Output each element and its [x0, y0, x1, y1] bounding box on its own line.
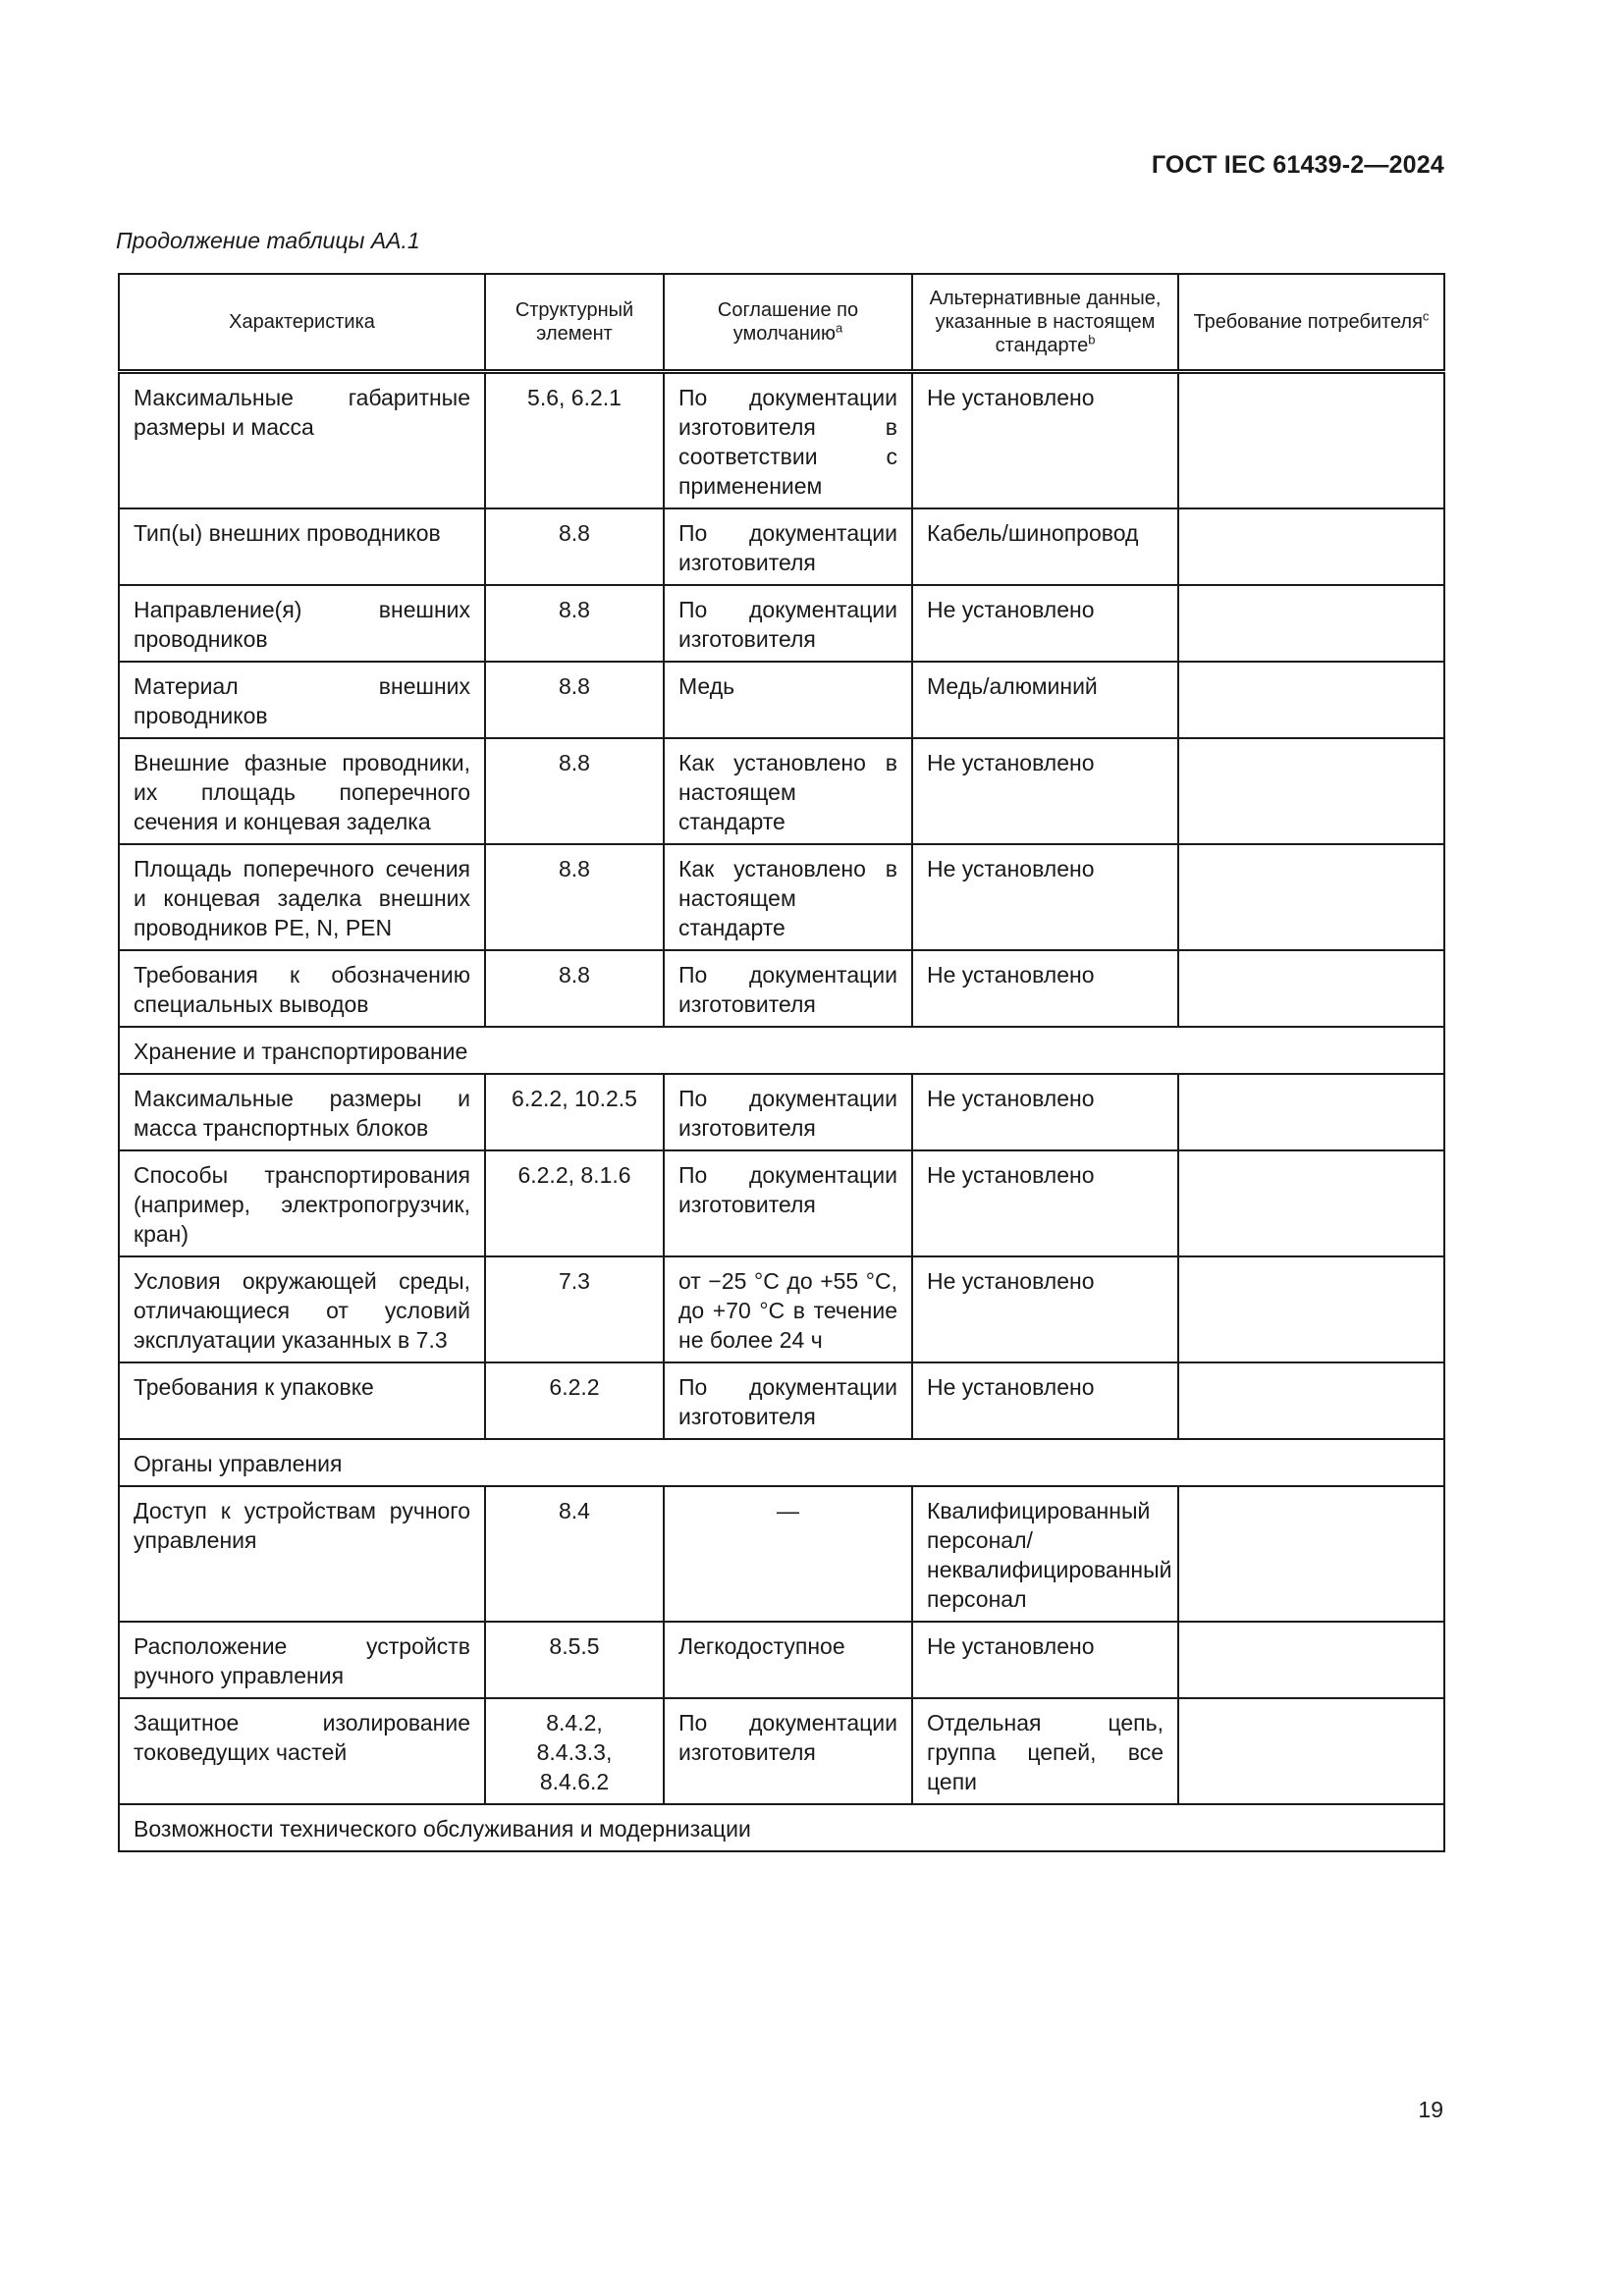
cell-user-requirement[interactable] — [1178, 844, 1444, 950]
table-row — [119, 585, 1444, 662]
column-header-characteristic — [119, 274, 485, 372]
section-row-maintenance — [119, 1804, 1444, 1851]
cell-alternative: Не установлено — [912, 844, 1178, 950]
column-header-alternative — [912, 274, 1178, 372]
cell-alternative: Не установлено — [912, 950, 1178, 1027]
column-header-label: Соглашение по умолчанию — [717, 299, 859, 345]
section-row-storage — [119, 1027, 1444, 1074]
column-header-label: Структурный элемент — [514, 299, 634, 345]
cell-characteristic: Площадь поперечного сечения и концевая заделка внешних проводников PE, N, PEN — [119, 844, 485, 950]
cell-user-requirement[interactable] — [1178, 950, 1444, 1027]
cell-characteristic: Требования к упаковке — [119, 1362, 485, 1439]
cell-user-requirement[interactable] — [1178, 1698, 1444, 1804]
requirements-table — [118, 273, 1445, 1852]
cell-characteristic: Внешние фазные проводники, их площадь поперечного сечения и концевая заделка — [119, 738, 485, 844]
page-number: 19 — [1418, 2097, 1443, 2122]
column-header-clause — [485, 274, 664, 372]
cell-clause: 8.8 — [485, 585, 664, 662]
cell-user-requirement[interactable] — [1178, 1256, 1444, 1362]
cell-default: По документации изготовителя — [664, 1698, 912, 1804]
cell-user-requirement[interactable] — [1178, 508, 1444, 585]
footnote-marker: a — [835, 320, 843, 336]
cell-clause: 8.8 — [485, 950, 664, 1027]
cell-alternative: Не установлено — [912, 1256, 1178, 1362]
section-heading: Возможности технического обслуживания и модернизации — [119, 1804, 1444, 1851]
cell-user-requirement[interactable] — [1178, 662, 1444, 738]
cell-user-requirement[interactable] — [1178, 1074, 1444, 1150]
column-header-user-requirement — [1178, 274, 1444, 372]
cell-user-requirement[interactable] — [1178, 1486, 1444, 1622]
cell-user-requirement[interactable] — [1178, 372, 1444, 509]
cell-characteristic: Тип(ы) внешних проводников — [119, 508, 485, 585]
table-caption: Продолжение таблицы АА.1 — [116, 228, 420, 253]
table-row — [119, 1362, 1444, 1439]
table-header-row — [119, 274, 1444, 372]
column-header-default — [664, 274, 912, 372]
column-header-label: Характеристика — [229, 311, 375, 333]
cell-default: Медь — [664, 662, 912, 738]
cell-alternative: Не установлено — [912, 1074, 1178, 1150]
cell-default: По документации изготовителя — [664, 585, 912, 662]
cell-clause: 8.5.5 — [485, 1622, 664, 1698]
cell-default: По документации изготовителя — [664, 508, 912, 585]
cell-default: Легкодоступное — [664, 1622, 912, 1698]
document-code: ГОСТ IEC 61439-2—2024 — [1151, 151, 1444, 179]
cell-characteristic: Максимальные габаритные размеры и масса — [119, 372, 485, 509]
cell-default: По документации изготовителя — [664, 950, 912, 1027]
table-row — [119, 738, 1444, 844]
cell-clause — [485, 1698, 664, 1804]
cell-clause: 8.8 — [485, 662, 664, 738]
cell-clause: 8.8 — [485, 844, 664, 950]
cell-alternative: Не установлено — [912, 585, 1178, 662]
cell-clause: 6.2.2, 8.1.6 — [485, 1150, 664, 1256]
table-row — [119, 844, 1444, 950]
cell-user-requirement[interactable] — [1178, 1622, 1444, 1698]
cell-characteristic: Способы транспортирования (например, электропогрузчик, кран) — [119, 1150, 485, 1256]
table-row — [119, 950, 1444, 1027]
clause-line: 8.4.6.2 — [539, 1769, 610, 1794]
cell-clause: 6.2.2 — [485, 1362, 664, 1439]
table-row — [119, 508, 1444, 585]
section-heading: Органы управления — [119, 1439, 1444, 1486]
cell-characteristic: Условия окружающей среды, отличающиеся от условий эксплуатации указанных в 7.3 — [119, 1256, 485, 1362]
cell-default: По документации изготовителя — [664, 1150, 912, 1256]
section-heading: Хранение и транспортирование — [119, 1027, 1444, 1074]
cell-alternative: Кабель/шинопровод — [912, 508, 1178, 585]
cell-characteristic: Доступ к устройствам ручного управления — [119, 1486, 485, 1622]
table-row — [119, 1150, 1444, 1256]
cell-alternative: Не установлено — [912, 1150, 1178, 1256]
clause-line: 8.4.3.3, — [536, 1739, 613, 1765]
table-row — [119, 1622, 1444, 1698]
column-header-label: Требование потребителя — [1193, 311, 1423, 333]
cell-clause: 8.8 — [485, 738, 664, 844]
cell-characteristic: Максимальные размеры и масса транспортных блоков — [119, 1074, 485, 1150]
cell-alternative: Отдельная цепь, группа цепей, все цепи — [912, 1698, 1178, 1804]
cell-clause: 7.3 — [485, 1256, 664, 1362]
table-row — [119, 1256, 1444, 1362]
section-row-controls — [119, 1439, 1444, 1486]
cell-characteristic: Расположение устройств ручного управления — [119, 1622, 485, 1698]
cell-alternative: Не установлено — [912, 1362, 1178, 1439]
cell-alternative: Квалифицированный персонал/ неквалифицированный персонал — [912, 1486, 1178, 1622]
cell-clause: 8.8 — [485, 508, 664, 585]
cell-user-requirement[interactable] — [1178, 1150, 1444, 1256]
cell-default: — — [664, 1486, 912, 1622]
table-row — [119, 1074, 1444, 1150]
cell-alternative: Медь/алюминий — [912, 662, 1178, 738]
clause-line: 8.4.2, — [546, 1710, 603, 1735]
table-row — [119, 1698, 1444, 1804]
table-row — [119, 1486, 1444, 1622]
cell-alternative: Не установлено — [912, 738, 1178, 844]
cell-user-requirement[interactable] — [1178, 1362, 1444, 1439]
cell-default: Как установлено в настоящем стандарте — [664, 738, 912, 844]
cell-default: По документации изготовителя — [664, 1074, 912, 1150]
footnote-marker: c — [1422, 308, 1430, 324]
cell-user-requirement[interactable] — [1178, 585, 1444, 662]
cell-default: Как установлено в настоящем стандарте — [664, 844, 912, 950]
cell-clause: 8.4 — [485, 1486, 664, 1622]
column-header-label: Альтернативные данные, указанные в настоящем стандарте — [929, 288, 1162, 356]
cell-default: от −25 °С до +55 °С, до +70 °С в течение не более 24 ч — [664, 1256, 912, 1362]
cell-characteristic: Материал внешних проводников — [119, 662, 485, 738]
cell-alternative: Не установлено — [912, 1622, 1178, 1698]
cell-clause: 6.2.2, 10.2.5 — [485, 1074, 664, 1150]
footnote-marker: b — [1088, 332, 1096, 347]
cell-alternative: Не установлено — [912, 372, 1178, 509]
cell-characteristic: Требования к обозначению специальных выводов — [119, 950, 485, 1027]
table-row — [119, 662, 1444, 738]
cell-user-requirement[interactable] — [1178, 738, 1444, 844]
cell-clause: 5.6, 6.2.1 — [485, 372, 664, 509]
cell-characteristic: Направление(я) внешних проводников — [119, 585, 485, 662]
cell-default: По документации изготовителя — [664, 1362, 912, 1439]
cell-default: По документации изготовителя в соответствии с применением — [664, 372, 912, 509]
table-row — [119, 372, 1444, 509]
cell-characteristic: Защитное изолирование токоведущих частей — [119, 1698, 485, 1804]
